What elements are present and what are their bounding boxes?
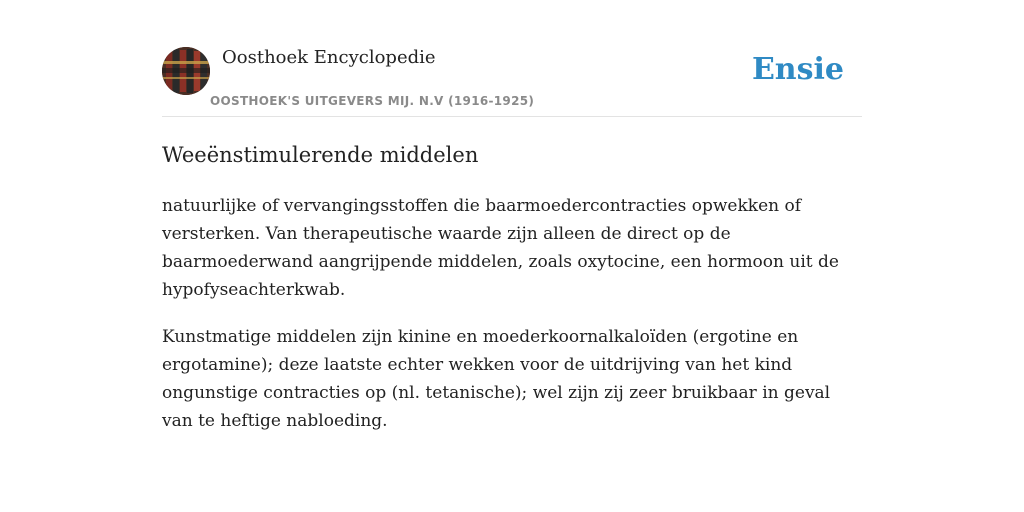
book-spines-icon[interactable] (162, 47, 210, 95)
article-paragraph: Kunstmatige middelen zijn kinine en moederkoornalkaloïden (ergotine en ergotamine); deze laatste echter wekken voor de uitdrijving van het kind ongunstige contracties op (nl. tetanische); wel zijn zij zeer bruikbaar in geval van te heftige nabloeding. (162, 327, 831, 431)
article-paragraph: natuurlijke of vervangingsstoffen die baarmoedercontracties opwekken of versterken. Van therapeutische waarde zijn alleen de direct op de baarmoederwand aangrijpende middelen, zoals oxytocine, een hormoon uit de hypofyseachterkwab. (162, 196, 839, 300)
source-subtitle: OOSTHOEK'S UITGEVERS MIJ. N.V (1916-1925) (210, 94, 535, 108)
article-card (162, 0, 862, 512)
source-header (162, 46, 862, 117)
brand-logo[interactable]: Ensie (751, 52, 844, 87)
source-title[interactable]: Oosthoek Encyclopedie (222, 47, 436, 68)
article-title: Weeënstimulerende middelen (162, 143, 479, 167)
